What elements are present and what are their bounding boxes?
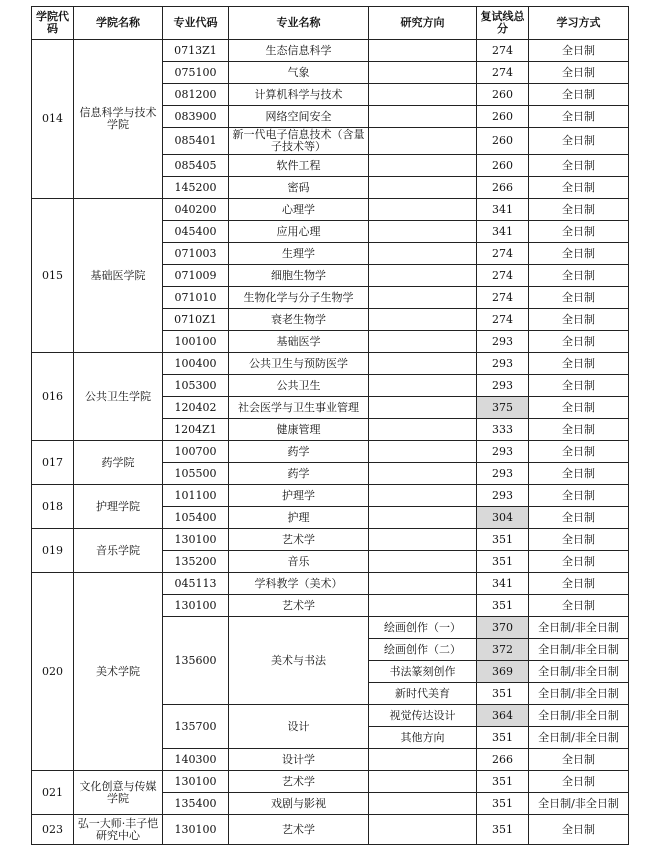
major-name-cell: 基础医学 [229, 331, 369, 353]
table-row [32, 40, 629, 62]
direction-cell [369, 749, 477, 771]
score-cell: 341 [477, 221, 529, 243]
college-code-cell: 021 [32, 771, 74, 815]
college-name-cell: 护理学院 [74, 485, 163, 529]
score-cell: 341 [477, 199, 529, 221]
score-cell: 274 [477, 265, 529, 287]
major-code-cell: 130100 [163, 815, 229, 845]
major-name-cell: 设计学 [229, 749, 369, 771]
major-code-cell: 130100 [163, 529, 229, 551]
score-cell: 274 [477, 287, 529, 309]
direction-cell: 视觉传达设计 [369, 705, 477, 727]
score-cell: 369 [477, 661, 529, 683]
major-code-cell: 083900 [163, 106, 229, 128]
study-mode-cell: 全日制/非全日制 [529, 727, 629, 749]
major-name-cell: 气象 [229, 62, 369, 84]
table-row [32, 529, 629, 551]
college-name-cell: 基础医学院 [74, 199, 163, 353]
header-row [32, 7, 629, 40]
score-cell: 274 [477, 62, 529, 84]
direction-cell [369, 221, 477, 243]
score-cell: 293 [477, 441, 529, 463]
study-mode-cell: 全日制 [529, 749, 629, 771]
direction-cell [369, 40, 477, 62]
study-mode-cell: 全日制 [529, 441, 629, 463]
score-cell: 293 [477, 375, 529, 397]
direction-cell [369, 573, 477, 595]
major-code-cell: 130100 [163, 771, 229, 793]
major-code-cell: 100400 [163, 353, 229, 375]
header-direction: 研究方向 [369, 7, 477, 40]
college-code-cell: 018 [32, 485, 74, 529]
major-name-cell: 药学 [229, 463, 369, 485]
study-mode-cell: 全日制 [529, 485, 629, 507]
major-code-cell: 140300 [163, 749, 229, 771]
score-cell: 274 [477, 243, 529, 265]
study-mode-cell: 全日制 [529, 221, 629, 243]
major-code-cell: 071003 [163, 243, 229, 265]
major-name-cell: 衰老生物学 [229, 309, 369, 331]
direction-cell [369, 551, 477, 573]
score-cell: 274 [477, 40, 529, 62]
study-mode-cell: 全日制 [529, 331, 629, 353]
major-name-cell: 艺术学 [229, 815, 369, 845]
study-mode-cell: 全日制 [529, 419, 629, 441]
direction-cell [369, 62, 477, 84]
college-code-cell: 014 [32, 40, 74, 199]
header-major-name: 专业名称 [229, 7, 369, 40]
score-cell: 293 [477, 485, 529, 507]
direction-cell [369, 84, 477, 106]
major-code-cell: 101100 [163, 485, 229, 507]
direction-cell: 绘画创作（一） [369, 617, 477, 639]
study-mode-cell: 全日制 [529, 595, 629, 617]
score-cell: 266 [477, 749, 529, 771]
major-name-cell: 戏剧与影视 [229, 793, 369, 815]
table-row [32, 441, 629, 463]
college-code-cell: 023 [32, 815, 74, 845]
major-code-cell: 130100 [163, 595, 229, 617]
score-cell: 351 [477, 551, 529, 573]
score-cell: 351 [477, 727, 529, 749]
score-cell: 351 [477, 815, 529, 845]
major-code-cell: 0710Z1 [163, 309, 229, 331]
header-college-name: 学院名称 [74, 7, 163, 40]
direction-cell [369, 793, 477, 815]
study-mode-cell: 全日制 [529, 771, 629, 793]
major-name-cell: 心理学 [229, 199, 369, 221]
direction-cell [369, 463, 477, 485]
study-mode-cell: 全日制 [529, 177, 629, 199]
direction-cell [369, 397, 477, 419]
major-name-cell: 公共卫生与预防医学 [229, 353, 369, 375]
direction-cell [369, 106, 477, 128]
major-name-cell: 艺术学 [229, 771, 369, 793]
major-code-cell: 135600 [163, 617, 229, 705]
study-mode-cell: 全日制 [529, 573, 629, 595]
major-name-cell: 生态信息科学 [229, 40, 369, 62]
major-code-cell: 1204Z1 [163, 419, 229, 441]
study-mode-cell: 全日制/非全日制 [529, 661, 629, 683]
study-mode-cell: 全日制 [529, 199, 629, 221]
direction-cell [369, 287, 477, 309]
direction-cell [369, 595, 477, 617]
major-name-cell: 计算机科学与技术 [229, 84, 369, 106]
score-cell: 351 [477, 771, 529, 793]
study-mode-cell: 全日制 [529, 397, 629, 419]
major-code-cell: 045400 [163, 221, 229, 243]
major-code-cell: 120402 [163, 397, 229, 419]
major-code-cell: 135400 [163, 793, 229, 815]
direction-cell [369, 331, 477, 353]
score-cell: 260 [477, 106, 529, 128]
study-mode-cell: 全日制/非全日制 [529, 639, 629, 661]
major-name-cell: 艺术学 [229, 595, 369, 617]
score-cell: 274 [477, 309, 529, 331]
college-name-cell: 信息科学与技术学院 [74, 40, 163, 199]
college-code-cell: 020 [32, 573, 74, 771]
direction-cell [369, 265, 477, 287]
direction-cell [369, 155, 477, 177]
college-name-cell: 美术学院 [74, 573, 163, 771]
table-row [32, 485, 629, 507]
major-code-cell: 105400 [163, 507, 229, 529]
major-code-cell: 081200 [163, 84, 229, 106]
study-mode-cell: 全日制 [529, 463, 629, 485]
study-mode-cell: 全日制 [529, 287, 629, 309]
major-name-cell: 软件工程 [229, 155, 369, 177]
study-mode-cell: 全日制 [529, 106, 629, 128]
table-row [32, 199, 629, 221]
major-name-cell: 药学 [229, 441, 369, 463]
study-mode-cell: 全日制 [529, 155, 629, 177]
major-name-cell: 细胞生物学 [229, 265, 369, 287]
major-name-cell: 设计 [229, 705, 369, 749]
header-college-code: 学院代码 [32, 7, 74, 40]
study-mode-cell: 全日制 [529, 62, 629, 84]
college-code-cell: 015 [32, 199, 74, 353]
direction-cell: 新时代美育 [369, 683, 477, 705]
major-name-cell: 新一代电子信息技术（含量子技术等） [229, 128, 369, 155]
direction-cell: 绘画创作（二） [369, 639, 477, 661]
score-cell: 375 [477, 397, 529, 419]
major-name-cell: 社会医学与卫生事业管理 [229, 397, 369, 419]
header-study-mode: 学习方式 [529, 7, 629, 40]
major-name-cell: 护理 [229, 507, 369, 529]
major-code-cell: 045113 [163, 573, 229, 595]
study-mode-cell: 全日制 [529, 375, 629, 397]
direction-cell: 书法篆刻创作 [369, 661, 477, 683]
admission-score-table [31, 6, 629, 845]
major-name-cell: 生理学 [229, 243, 369, 265]
study-mode-cell: 全日制 [529, 529, 629, 551]
study-mode-cell: 全日制 [529, 84, 629, 106]
major-code-cell: 071009 [163, 265, 229, 287]
score-cell: 260 [477, 155, 529, 177]
major-name-cell: 应用心理 [229, 221, 369, 243]
major-code-cell: 145200 [163, 177, 229, 199]
major-code-cell: 071010 [163, 287, 229, 309]
score-cell: 370 [477, 617, 529, 639]
major-name-cell: 音乐 [229, 551, 369, 573]
direction-cell [369, 419, 477, 441]
major-name-cell: 美术与书法 [229, 617, 369, 705]
college-code-cell: 017 [32, 441, 74, 485]
direction-cell [369, 128, 477, 155]
major-code-cell: 040200 [163, 199, 229, 221]
study-mode-cell: 全日制/非全日制 [529, 617, 629, 639]
score-cell: 341 [477, 573, 529, 595]
major-name-cell: 网络空间安全 [229, 106, 369, 128]
table-row [32, 771, 629, 793]
college-name-cell: 药学院 [74, 441, 163, 485]
score-cell: 260 [477, 128, 529, 155]
table-row [32, 815, 629, 845]
direction-cell [369, 199, 477, 221]
study-mode-cell: 全日制 [529, 243, 629, 265]
direction-cell [369, 375, 477, 397]
score-cell: 260 [477, 84, 529, 106]
study-mode-cell: 全日制 [529, 128, 629, 155]
score-cell: 266 [477, 177, 529, 199]
direction-cell [369, 243, 477, 265]
college-code-cell: 016 [32, 353, 74, 441]
study-mode-cell: 全日制/非全日制 [529, 683, 629, 705]
study-mode-cell: 全日制 [529, 40, 629, 62]
score-cell: 351 [477, 793, 529, 815]
score-cell: 293 [477, 331, 529, 353]
score-cell: 293 [477, 463, 529, 485]
table-body [32, 40, 629, 845]
table-row [32, 353, 629, 375]
study-mode-cell: 全日制/非全日制 [529, 705, 629, 727]
direction-cell [369, 507, 477, 529]
major-code-cell: 085405 [163, 155, 229, 177]
college-name-cell: 公共卫生学院 [74, 353, 163, 441]
direction-cell [369, 771, 477, 793]
major-name-cell: 学科教学（美术） [229, 573, 369, 595]
study-mode-cell: 全日制/非全日制 [529, 793, 629, 815]
direction-cell [369, 485, 477, 507]
direction-cell [369, 441, 477, 463]
college-name-cell: 音乐学院 [74, 529, 163, 573]
major-code-cell: 0713Z1 [163, 40, 229, 62]
major-name-cell: 生物化学与分子生物学 [229, 287, 369, 309]
score-cell: 351 [477, 529, 529, 551]
study-mode-cell: 全日制 [529, 551, 629, 573]
direction-cell [369, 815, 477, 845]
college-name-cell: 弘一大师·丰子恺研究中心 [74, 815, 163, 845]
score-cell: 351 [477, 683, 529, 705]
major-code-cell: 100100 [163, 331, 229, 353]
college-name-cell: 文化创意与传媒学院 [74, 771, 163, 815]
college-code-cell: 019 [32, 529, 74, 573]
study-mode-cell: 全日制 [529, 353, 629, 375]
major-code-cell: 085401 [163, 128, 229, 155]
study-mode-cell: 全日制 [529, 815, 629, 845]
major-name-cell: 护理学 [229, 485, 369, 507]
direction-cell [369, 353, 477, 375]
admission-score-table-container [31, 6, 629, 845]
score-cell: 351 [477, 595, 529, 617]
table-row [32, 573, 629, 595]
direction-cell: 其他方向 [369, 727, 477, 749]
header-score: 复试线总分 [477, 7, 529, 40]
score-cell: 372 [477, 639, 529, 661]
study-mode-cell: 全日制 [529, 309, 629, 331]
score-cell: 333 [477, 419, 529, 441]
direction-cell [369, 529, 477, 551]
score-cell: 293 [477, 353, 529, 375]
major-code-cell: 075100 [163, 62, 229, 84]
study-mode-cell: 全日制 [529, 265, 629, 287]
major-code-cell: 105300 [163, 375, 229, 397]
major-code-cell: 135700 [163, 705, 229, 749]
major-code-cell: 105500 [163, 463, 229, 485]
major-name-cell: 公共卫生 [229, 375, 369, 397]
score-cell: 304 [477, 507, 529, 529]
major-name-cell: 密码 [229, 177, 369, 199]
major-code-cell: 100700 [163, 441, 229, 463]
header-major-code: 专业代码 [163, 7, 229, 40]
direction-cell [369, 309, 477, 331]
major-name-cell: 艺术学 [229, 529, 369, 551]
study-mode-cell: 全日制 [529, 507, 629, 529]
major-code-cell: 135200 [163, 551, 229, 573]
major-name-cell: 健康管理 [229, 419, 369, 441]
score-cell: 364 [477, 705, 529, 727]
direction-cell [369, 177, 477, 199]
